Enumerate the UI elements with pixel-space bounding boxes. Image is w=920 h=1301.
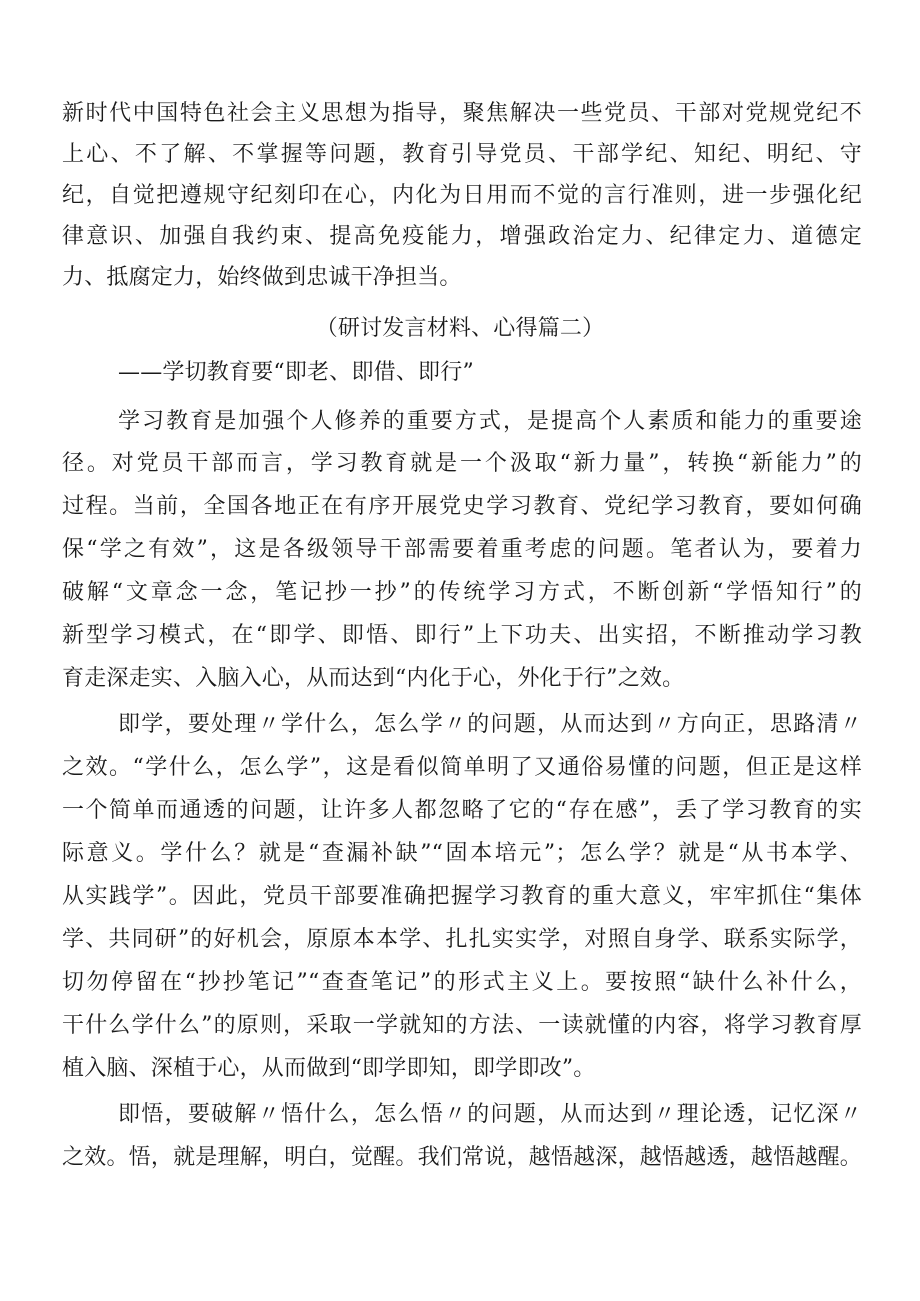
paragraph-line: 过程。当前，全国各地正在有序开展党史学习教育、党纪学习教育，要如何确 bbox=[62, 494, 862, 519]
paragraph-line: 之效。悟，就是理解，明白，觉醒。我们常说，越悟越深，越悟越透，越悟越醒。 bbox=[62, 1145, 862, 1170]
paragraph-line: 际意义。学什么？就是“查漏补缺”“固本培元”；怎么学？就是“从书本学、 bbox=[62, 841, 862, 866]
paragraph-line: 纪，自觉把遵规守纪刻印在心，内化为日用而不觉的言行准则，进一步强化纪 bbox=[62, 183, 862, 208]
paragraph-line: 保“学之有效”，这是各级领导干部需要着重考虑的问题。笔者认为，要着力 bbox=[62, 537, 862, 562]
paragraph-line: 学、共同研”的好机会，原原本本学、扎扎实实学，对照自身学、联系实际学， bbox=[62, 927, 862, 952]
paragraph-line: 育走深走实、入脑入心，从而达到“内化于心，外化于行”之效。 bbox=[62, 666, 685, 691]
section-heading: （研讨发言材料、心得篇二） bbox=[315, 316, 605, 341]
paragraph-line: 从实践学”。因此，党员干部要准确把握学习教育的重大意义，牢牢抓住“集体 bbox=[62, 884, 862, 909]
paragraph-line: 一个简单而通透的问题，让许多人都忽略了它的“存在感”，丢了学习教育的实 bbox=[62, 798, 862, 823]
paragraph-line: 干什么学什么”的原则，采取一学就知的方法、一读就懂的内容，将学习教育厚 bbox=[62, 1013, 862, 1038]
paragraph-line: 上心、不了解、不掌握等问题，教育引导党员、干部学纪、知纪、明纪、守 bbox=[62, 142, 862, 167]
section-subheading: ——学切教育要“即老、即借、即行” bbox=[118, 360, 474, 385]
paragraph-line: 破解“文章念一念，笔记抄一抄”的传统学习方式，不断创新“学悟知行”的 bbox=[62, 580, 862, 605]
paragraph-line: 之效。“学什么，怎么学”，这是看似简单明了又通俗易懂的问题，但正是这样 bbox=[62, 755, 862, 780]
paragraph-line: 即悟，要破解〃悟什么，怎么悟〃的问题，从而达到〃理论透，记忆深〃 bbox=[118, 1102, 862, 1127]
paragraph-line: 切勿停留在“抄抄笔记”“查查笔记”的形式主义上。要按照“缺什么补什么， bbox=[62, 970, 862, 995]
paragraph-line: 植入脑、深植于心，从而做到“即学即知，即学即改”。 bbox=[62, 1056, 596, 1081]
paragraph-line: 新型学习模式，在“即学、即悟、即行”上下功夫、出实招，不断推动学习教 bbox=[62, 623, 862, 648]
paragraph-line: 学习教育是加强个人修养的重要方式，是提高个人素质和能力的重要途 bbox=[118, 409, 862, 434]
paragraph-line: 新时代中国特色社会主义思想为指导，聚焦解决一些党员、干部对党规党纪不 bbox=[62, 101, 862, 126]
paragraph-line: 力、抵腐定力，始终做到忠诚干净担当。 bbox=[62, 265, 462, 290]
paragraph-line: 律意识、加强自我约束、提高免疫能力，增强政治定力、纪律定力、道德定 bbox=[62, 224, 862, 249]
paragraph-line: 径。对党员干部而言，学习教育就是一个汲取“新力量”，转换“新能力”的 bbox=[62, 451, 862, 476]
paragraph-line: 即学，要处理〃学什么，怎么学〃的问题，从而达到〃方向正，思路清〃 bbox=[118, 712, 862, 737]
